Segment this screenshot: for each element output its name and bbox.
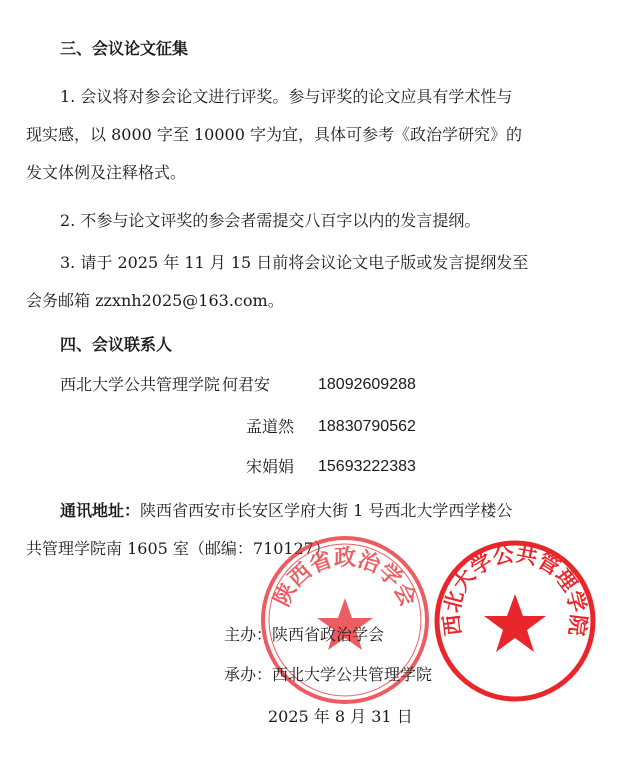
school-seal-text: 西北大学公共管理学院 — [439, 541, 591, 638]
address-line-2: 共管理学院南 1605 室（邮编：710127） — [26, 539, 330, 558]
contact-phone: 18092609288 — [318, 376, 416, 393]
section-3-heading: 三、会议论文征集 — [60, 39, 189, 58]
organizer-line: 承办：西北大学公共管理学院 — [224, 665, 433, 684]
paragraph-3-line-2: 会务邮箱 zzxnh2025@163.com。 — [26, 291, 284, 310]
contact-phone: 15693222383 — [318, 458, 416, 475]
paragraph-1-line-2: 现实感，以 8000 字至 10000 字为宜，具体可参考《政治学研究》的 — [26, 125, 522, 144]
school-seal — [432, 538, 598, 704]
contact-name: 宋娟娟 — [246, 457, 295, 476]
address-line-1 — [60, 500, 512, 522]
contact-org: 西北大学公共管理学院 — [60, 375, 221, 394]
paragraph-1-line-3: 发文体例及注释格式。 — [26, 163, 187, 182]
seal-star-icon — [484, 594, 546, 652]
host-line: 主办：陕西省政治学会 — [224, 625, 385, 644]
contact-name: 孟道然 — [246, 417, 295, 436]
address-text: 陕西省西安市长安区学府大街 1 号西北大学西学楼公 — [140, 501, 513, 520]
contact-phone: 18830790562 — [318, 418, 416, 435]
document-date: 2025 年 8 月 31 日 — [268, 707, 413, 726]
address-label: 通讯地址： — [60, 501, 141, 520]
paragraph-1-line-1: 1. 会议将对参会论文进行评奖。参与评奖的论文应具有学术性与 — [60, 87, 513, 106]
paragraph-3-line-1: 3. 请于 2025 年 11 月 15 日前将会议论文电子版或发言提纲发至 — [60, 253, 529, 272]
paragraph-2: 2. 不参与论文评奖的参会者需提交八百字以内的发言提纲。 — [60, 211, 481, 230]
section-4-heading: 四、会议联系人 — [60, 335, 173, 354]
contact-name: 何君安 — [222, 375, 271, 394]
society-seal-text: 陕西省政治学会 — [269, 546, 421, 611]
